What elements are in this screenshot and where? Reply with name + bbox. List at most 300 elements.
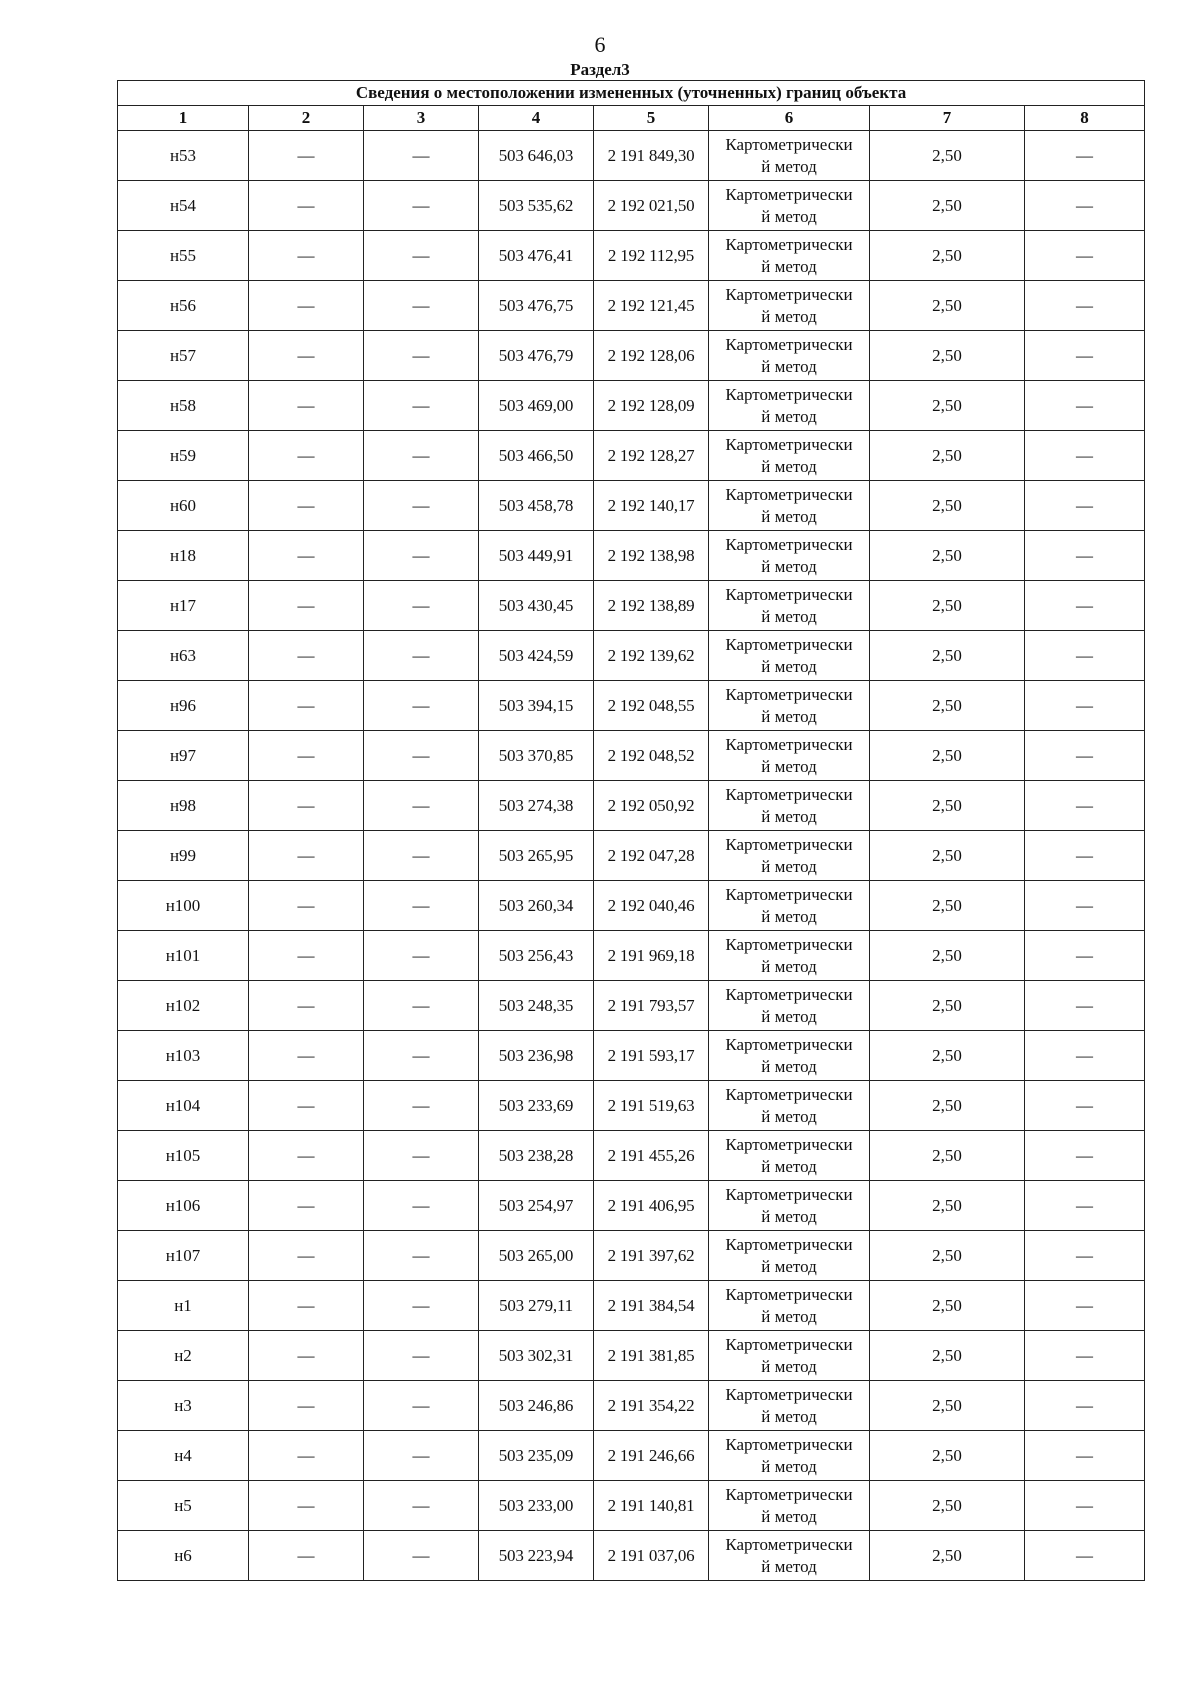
method-cell — [709, 381, 870, 431]
method-line-1: Картометрически — [725, 584, 853, 604]
column-3-cell: — — [364, 1531, 479, 1581]
y-coordinate-cell: 2 191 455,26 — [594, 1131, 709, 1181]
method-line-1: Картометрически — [725, 434, 853, 454]
x-coordinate-cell: 503 254,97 — [479, 1181, 594, 1231]
method-cell — [709, 1531, 870, 1581]
method-cell — [709, 981, 870, 1031]
x-coordinate-cell: 503 279,11 — [479, 1281, 594, 1331]
method-line-2: й метод — [761, 906, 817, 926]
table-row — [118, 531, 1145, 581]
column-8-cell: — — [1025, 1331, 1145, 1381]
method-line-2: й метод — [761, 256, 817, 276]
method-line-1: Картометрически — [725, 1334, 853, 1354]
accuracy-cell: 2,50 — [870, 1081, 1025, 1131]
column-8-cell: — — [1025, 781, 1145, 831]
x-coordinate-cell: 503 646,03 — [479, 131, 594, 181]
point-cell: н58 — [118, 381, 249, 431]
x-coordinate-cell: 503 424,59 — [479, 631, 594, 681]
column-8-cell: — — [1025, 1081, 1145, 1131]
point-cell: н5 — [118, 1481, 249, 1531]
point-cell: н17 — [118, 581, 249, 631]
method-cell — [709, 531, 870, 581]
table-row — [118, 1131, 1145, 1181]
x-coordinate-cell: 503 535,62 — [479, 181, 594, 231]
column-8-cell: — — [1025, 281, 1145, 331]
column-number-row — [118, 106, 1145, 131]
point-cell: н6 — [118, 1531, 249, 1581]
method-line-1: Картометрически — [725, 1484, 853, 1504]
method-line-2: й метод — [761, 556, 817, 576]
method-line-1: Картометрически — [725, 234, 853, 254]
method-line-1: Картометрически — [725, 784, 853, 804]
column-2-cell: — — [249, 1531, 364, 1581]
table-row — [118, 681, 1145, 731]
y-coordinate-cell: 2 191 519,63 — [594, 1081, 709, 1131]
y-coordinate-cell: 2 192 128,27 — [594, 431, 709, 481]
method-line-1: Картометрически — [725, 484, 853, 504]
method-line-2: й метод — [761, 1356, 817, 1376]
column-3-cell: — — [364, 1031, 479, 1081]
column-3-cell: — — [364, 281, 479, 331]
x-coordinate-cell: 503 256,43 — [479, 931, 594, 981]
column-2-cell: — — [249, 1131, 364, 1181]
method-cell — [709, 681, 870, 731]
column-3-cell: — — [364, 1281, 479, 1331]
method-line-1: Картометрически — [725, 1284, 853, 1304]
point-cell: н2 — [118, 1331, 249, 1381]
column-2-cell: — — [249, 231, 364, 281]
column-8-cell: — — [1025, 681, 1145, 731]
method-line-1: Картометрически — [725, 1434, 853, 1454]
column-3-cell: — — [364, 1481, 479, 1531]
column-2-cell: — — [249, 131, 364, 181]
y-coordinate-cell: 2 191 384,54 — [594, 1281, 709, 1331]
method-line-2: й метод — [761, 156, 817, 176]
page-number: 6 — [594, 32, 606, 57]
method-line-1: Картометрически — [725, 134, 853, 154]
accuracy-cell: 2,50 — [870, 1031, 1025, 1081]
column-8-cell: — — [1025, 631, 1145, 681]
table-row — [118, 1331, 1145, 1381]
point-cell: н104 — [118, 1081, 249, 1131]
column-8-cell: — — [1025, 1181, 1145, 1231]
method-line-2: й метод — [761, 1056, 817, 1076]
y-coordinate-cell: 2 191 037,06 — [594, 1531, 709, 1581]
method-line-2: й метод — [761, 1456, 817, 1476]
method-line-2: й метод — [761, 756, 817, 776]
method-line-2: й метод — [761, 1106, 817, 1126]
column-3-cell: — — [364, 1231, 479, 1281]
x-coordinate-cell: 503 302,31 — [479, 1331, 594, 1381]
point-cell: н105 — [118, 1131, 249, 1181]
column-8-cell: — — [1025, 1531, 1145, 1581]
method-cell — [709, 1281, 870, 1331]
table-row — [118, 781, 1145, 831]
table-row — [118, 731, 1145, 781]
y-coordinate-cell: 2 191 793,57 — [594, 981, 709, 1031]
column-8-cell: — — [1025, 731, 1145, 781]
column-3-cell: — — [364, 981, 479, 1031]
accuracy-cell: 2,50 — [870, 1381, 1025, 1431]
method-cell — [709, 1431, 870, 1481]
y-coordinate-cell: 2 192 047,28 — [594, 831, 709, 881]
table-row — [118, 1381, 1145, 1431]
y-coordinate-cell: 2 191 397,62 — [594, 1231, 709, 1281]
column-3-cell: — — [364, 581, 479, 631]
y-coordinate-cell: 2 192 048,52 — [594, 731, 709, 781]
column-number: 2 — [249, 106, 364, 131]
accuracy-cell: 2,50 — [870, 831, 1025, 881]
accuracy-cell: 2,50 — [870, 681, 1025, 731]
table-row — [118, 631, 1145, 681]
column-2-cell: — — [249, 681, 364, 731]
method-line-2: й метод — [761, 1506, 817, 1526]
column-3-cell: — — [364, 781, 479, 831]
column-2-cell: — — [249, 531, 364, 581]
boundary-coordinates-table — [117, 80, 1145, 1581]
column-2-cell: — — [249, 831, 364, 881]
y-coordinate-cell: 2 192 121,45 — [594, 281, 709, 331]
method-cell — [709, 881, 870, 931]
column-3-cell: — — [364, 481, 479, 531]
column-3-cell: — — [364, 1131, 479, 1181]
method-line-1: Картометрически — [725, 634, 853, 654]
table-row — [118, 881, 1145, 931]
point-cell: н4 — [118, 1431, 249, 1481]
column-2-cell: — — [249, 381, 364, 431]
column-2-cell: — — [249, 331, 364, 381]
y-coordinate-cell: 2 191 406,95 — [594, 1181, 709, 1231]
point-cell: н1 — [118, 1281, 249, 1331]
accuracy-cell: 2,50 — [870, 331, 1025, 381]
column-number: 3 — [364, 106, 479, 131]
method-cell — [709, 731, 870, 781]
table-row — [118, 381, 1145, 431]
accuracy-cell: 2,50 — [870, 1181, 1025, 1231]
table-row — [118, 831, 1145, 881]
method-cell — [709, 1031, 870, 1081]
column-8-cell: — — [1025, 1031, 1145, 1081]
column-3-cell: — — [364, 331, 479, 381]
column-2-cell: — — [249, 881, 364, 931]
method-cell — [709, 431, 870, 481]
column-3-cell: — — [364, 681, 479, 731]
point-cell: н96 — [118, 681, 249, 731]
accuracy-cell: 2,50 — [870, 281, 1025, 331]
column-8-cell: — — [1025, 1281, 1145, 1331]
y-coordinate-cell: 2 191 381,85 — [594, 1331, 709, 1381]
x-coordinate-cell: 503 236,98 — [479, 1031, 594, 1081]
table-row — [118, 281, 1145, 331]
x-coordinate-cell: 503 449,91 — [479, 531, 594, 581]
column-3-cell: — — [364, 1081, 479, 1131]
column-8-cell: — — [1025, 131, 1145, 181]
accuracy-cell: 2,50 — [870, 1481, 1025, 1531]
accuracy-cell: 2,50 — [870, 731, 1025, 781]
point-cell: н101 — [118, 931, 249, 981]
column-8-cell: — — [1025, 431, 1145, 481]
method-line-1: Картометрически — [725, 934, 853, 954]
accuracy-cell: 2,50 — [870, 1281, 1025, 1331]
method-cell — [709, 1181, 870, 1231]
x-coordinate-cell: 503 458,78 — [479, 481, 594, 531]
point-cell: н57 — [118, 331, 249, 381]
method-line-1: Картометрически — [725, 1234, 853, 1254]
column-8-cell: — — [1025, 381, 1145, 431]
method-line-2: й метод — [761, 206, 817, 226]
point-cell: н3 — [118, 1381, 249, 1431]
table-row — [118, 1231, 1145, 1281]
column-8-cell: — — [1025, 331, 1145, 381]
column-3-cell: — — [364, 931, 479, 981]
y-coordinate-cell: 2 192 138,98 — [594, 531, 709, 581]
accuracy-cell: 2,50 — [870, 531, 1025, 581]
column-2-cell: — — [249, 931, 364, 981]
point-cell: н100 — [118, 881, 249, 931]
column-2-cell: — — [249, 431, 364, 481]
method-cell — [709, 1231, 870, 1281]
point-cell: н63 — [118, 631, 249, 681]
table-body — [118, 131, 1145, 1581]
column-8-cell: — — [1025, 1431, 1145, 1481]
column-2-cell: — — [249, 181, 364, 231]
y-coordinate-cell: 2 192 138,89 — [594, 581, 709, 631]
column-2-cell: — — [249, 1331, 364, 1381]
point-cell: н102 — [118, 981, 249, 1031]
method-line-1: Картометрически — [725, 1534, 853, 1554]
method-cell — [709, 131, 870, 181]
method-line-2: й метод — [761, 706, 817, 726]
method-line-2: й метод — [761, 506, 817, 526]
column-2-cell: — — [249, 1081, 364, 1131]
column-3-cell: — — [364, 381, 479, 431]
table-row — [118, 1531, 1145, 1581]
column-2-cell: — — [249, 1481, 364, 1531]
x-coordinate-cell: 503 370,85 — [479, 731, 594, 781]
method-line-1: Картометрически — [725, 1084, 853, 1104]
accuracy-cell: 2,50 — [870, 381, 1025, 431]
column-8-cell: — — [1025, 1131, 1145, 1181]
accuracy-cell: 2,50 — [870, 1231, 1025, 1281]
point-cell: н60 — [118, 481, 249, 531]
accuracy-cell: 2,50 — [870, 431, 1025, 481]
method-line-1: Картометрически — [725, 184, 853, 204]
column-2-cell: — — [249, 1181, 364, 1231]
column-3-cell: — — [364, 231, 479, 281]
point-cell: н107 — [118, 1231, 249, 1281]
column-2-cell: — — [249, 581, 364, 631]
method-line-2: й метод — [761, 956, 817, 976]
table-row — [118, 1031, 1145, 1081]
point-cell: н18 — [118, 531, 249, 581]
column-3-cell: — — [364, 181, 479, 231]
table-row — [118, 1181, 1145, 1231]
method-cell — [709, 831, 870, 881]
column-3-cell: — — [364, 731, 479, 781]
table-row — [118, 431, 1145, 481]
y-coordinate-cell: 2 191 140,81 — [594, 1481, 709, 1531]
column-8-cell: — — [1025, 1231, 1145, 1281]
column-number: 4 — [479, 106, 594, 131]
x-coordinate-cell: 503 430,45 — [479, 581, 594, 631]
column-3-cell: — — [364, 1431, 479, 1481]
method-line-2: й метод — [761, 1206, 817, 1226]
method-line-1: Картометрически — [725, 1384, 853, 1404]
method-line-1: Картометрически — [725, 534, 853, 554]
x-coordinate-cell: 503 265,00 — [479, 1231, 594, 1281]
method-cell — [709, 481, 870, 531]
method-line-2: й метод — [761, 806, 817, 826]
column-8-cell: — — [1025, 581, 1145, 631]
method-line-2: й метод — [761, 1406, 817, 1426]
x-coordinate-cell: 503 260,34 — [479, 881, 594, 931]
column-3-cell: — — [364, 531, 479, 581]
column-8-cell: — — [1025, 181, 1145, 231]
column-8-cell: — — [1025, 831, 1145, 881]
method-line-1: Картометрически — [725, 1134, 853, 1154]
x-coordinate-cell: 503 265,95 — [479, 831, 594, 881]
x-coordinate-cell: 503 476,41 — [479, 231, 594, 281]
table-row — [118, 1431, 1145, 1481]
method-line-2: й метод — [761, 456, 817, 476]
point-cell: н97 — [118, 731, 249, 781]
y-coordinate-cell: 2 191 593,17 — [594, 1031, 709, 1081]
method-cell — [709, 1331, 870, 1381]
x-coordinate-cell: 503 476,75 — [479, 281, 594, 331]
x-coordinate-cell: 503 469,00 — [479, 381, 594, 431]
accuracy-cell: 2,50 — [870, 781, 1025, 831]
method-line-2: й метод — [761, 1156, 817, 1176]
method-line-1: Картометрически — [725, 384, 853, 404]
method-line-1: Картометрически — [725, 984, 853, 1004]
column-8-cell: — — [1025, 981, 1145, 1031]
column-2-cell: — — [249, 781, 364, 831]
method-line-2: й метод — [761, 1256, 817, 1276]
column-2-cell: — — [249, 631, 364, 681]
column-2-cell: — — [249, 731, 364, 781]
method-line-2: й метод — [761, 1006, 817, 1026]
y-coordinate-cell: 2 191 969,18 — [594, 931, 709, 981]
method-line-2: й метод — [761, 1306, 817, 1326]
accuracy-cell: 2,50 — [870, 1331, 1025, 1381]
table-row — [118, 1281, 1145, 1331]
table-row — [118, 231, 1145, 281]
table-row — [118, 1081, 1145, 1131]
x-coordinate-cell: 503 223,94 — [479, 1531, 594, 1581]
table-row — [118, 481, 1145, 531]
accuracy-cell: 2,50 — [870, 231, 1025, 281]
column-3-cell: — — [364, 1381, 479, 1431]
y-coordinate-cell: 2 192 040,46 — [594, 881, 709, 931]
column-3-cell: — — [364, 1331, 479, 1381]
column-2-cell: — — [249, 1231, 364, 1281]
column-number: 7 — [870, 106, 1025, 131]
method-cell — [709, 281, 870, 331]
accuracy-cell: 2,50 — [870, 981, 1025, 1031]
column-number: 5 — [594, 106, 709, 131]
method-cell — [709, 931, 870, 981]
method-cell — [709, 231, 870, 281]
x-coordinate-cell: 503 394,15 — [479, 681, 594, 731]
column-3-cell: — — [364, 1181, 479, 1231]
point-cell: н56 — [118, 281, 249, 331]
point-cell: н59 — [118, 431, 249, 481]
table-row — [118, 181, 1145, 231]
column-2-cell: — — [249, 481, 364, 531]
column-3-cell: — — [364, 831, 479, 881]
x-coordinate-cell: 503 246,86 — [479, 1381, 594, 1431]
point-cell: н103 — [118, 1031, 249, 1081]
x-coordinate-cell: 503 238,28 — [479, 1131, 594, 1181]
method-cell — [709, 631, 870, 681]
method-line-2: й метод — [761, 356, 817, 376]
column-2-cell: — — [249, 981, 364, 1031]
x-coordinate-cell: 503 476,79 — [479, 331, 594, 381]
column-2-cell: — — [249, 1281, 364, 1331]
column-8-cell: — — [1025, 231, 1145, 281]
table-row — [118, 131, 1145, 181]
y-coordinate-cell: 2 192 139,62 — [594, 631, 709, 681]
method-line-1: Картометрически — [725, 1034, 853, 1054]
accuracy-cell: 2,50 — [870, 131, 1025, 181]
accuracy-cell: 2,50 — [870, 481, 1025, 531]
column-2-cell: — — [249, 1431, 364, 1481]
method-cell — [709, 1481, 870, 1531]
method-line-1: Картометрически — [725, 1184, 853, 1204]
point-cell: н99 — [118, 831, 249, 881]
method-line-2: й метод — [761, 1556, 817, 1576]
accuracy-cell: 2,50 — [870, 1531, 1025, 1581]
point-cell: н54 — [118, 181, 249, 231]
column-2-cell: — — [249, 1031, 364, 1081]
column-8-cell: — — [1025, 1481, 1145, 1531]
y-coordinate-cell: 2 192 050,92 — [594, 781, 709, 831]
y-coordinate-cell: 2 191 849,30 — [594, 131, 709, 181]
y-coordinate-cell: 2 192 021,50 — [594, 181, 709, 231]
method-line-1: Картометрически — [725, 884, 853, 904]
method-line-2: й метод — [761, 406, 817, 426]
method-cell — [709, 1081, 870, 1131]
column-number: 8 — [1025, 106, 1145, 131]
point-cell: н53 — [118, 131, 249, 181]
table-row — [118, 581, 1145, 631]
column-8-cell: — — [1025, 931, 1145, 981]
method-line-2: й метод — [761, 306, 817, 326]
column-3-cell: — — [364, 431, 479, 481]
method-cell — [709, 1131, 870, 1181]
point-cell: н55 — [118, 231, 249, 281]
y-coordinate-cell: 2 192 112,95 — [594, 231, 709, 281]
method-line-1: Картометрически — [725, 284, 853, 304]
column-8-cell: — — [1025, 881, 1145, 931]
method-cell — [709, 331, 870, 381]
x-coordinate-cell: 503 235,09 — [479, 1431, 594, 1481]
method-line-2: й метод — [761, 856, 817, 876]
accuracy-cell: 2,50 — [870, 881, 1025, 931]
method-line-1: Картометрически — [725, 334, 853, 354]
column-3-cell: — — [364, 881, 479, 931]
table-row — [118, 1481, 1145, 1531]
method-cell — [709, 1381, 870, 1431]
point-cell: н98 — [118, 781, 249, 831]
method-cell — [709, 781, 870, 831]
column-8-cell: — — [1025, 531, 1145, 581]
column-8-cell: — — [1025, 1381, 1145, 1431]
section-title: Раздел3 — [570, 60, 630, 79]
accuracy-cell: 2,50 — [870, 581, 1025, 631]
column-3-cell: — — [364, 131, 479, 181]
accuracy-cell: 2,50 — [870, 1131, 1025, 1181]
